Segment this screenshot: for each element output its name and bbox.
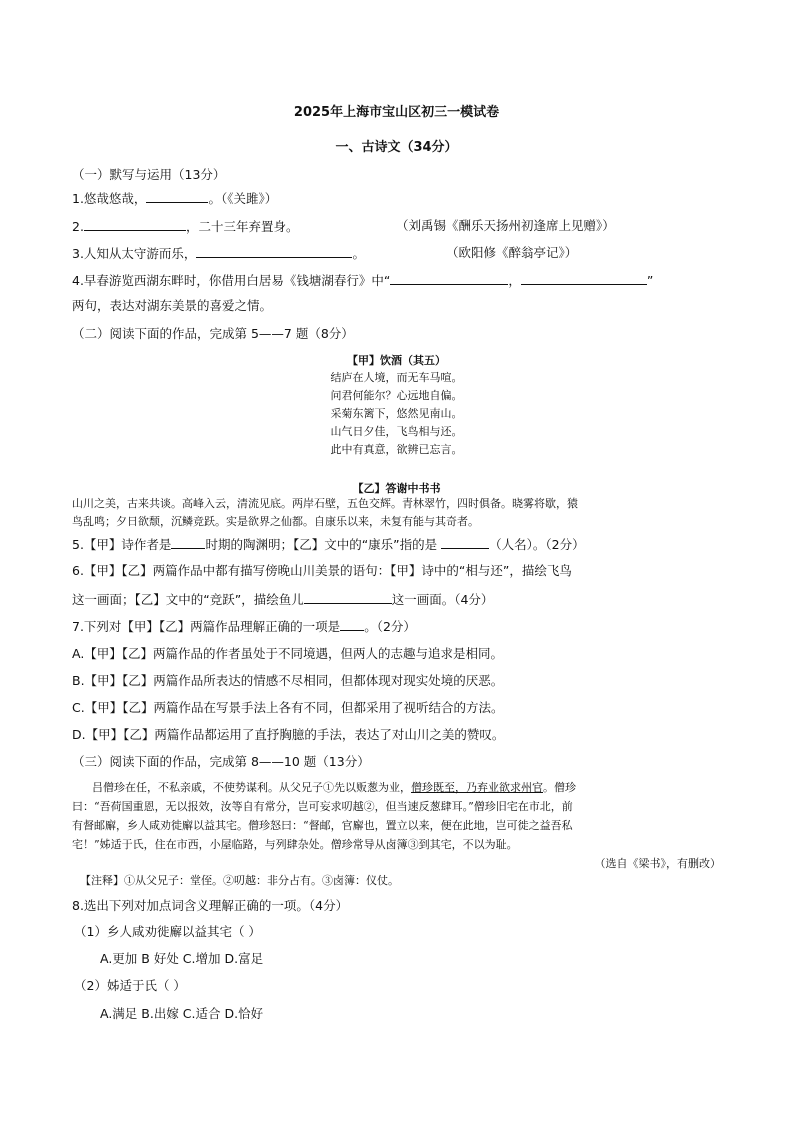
doc-title: 2025年上海市宝山区初三一模试卷 — [293, 105, 500, 120]
q4-blank-1[interactable] — [390, 272, 508, 285]
q5-text-a: 5.【甲】诗作者是 — [72, 537, 172, 552]
q4-text-b: ， — [508, 273, 521, 288]
q1-text-a: 1.悠哉悠哉， — [72, 191, 147, 206]
question-4 — [72, 272, 653, 289]
poem-line-2: 问君何能尔？心远地自偏。 — [330, 389, 463, 402]
q2-text-a: 2. — [72, 219, 84, 234]
part1-heading: （一）默写与运用（13分） — [72, 167, 226, 182]
q6-blank[interactable] — [304, 591, 392, 604]
q2-source: （刘禹锡《酬乐天扬州初逢席上见赠》） — [396, 218, 615, 233]
q8-sub-1: （1）乡人咸劝徙廨以益其宅（ ） — [74, 924, 261, 939]
q8-sub-2: （2）姊适于氏（ ） — [74, 978, 186, 993]
q2-blank[interactable] — [84, 218, 186, 231]
q7-blank[interactable] — [340, 618, 364, 631]
q5-text-b: 时期的陶渊明；【乙】文中的“康乐”指的是 — [205, 537, 442, 552]
question-2 — [72, 218, 298, 235]
q3-text-b: 。 — [352, 246, 365, 261]
q4-continued: 两句，表达对湖东美景的喜爱之情。 — [72, 298, 273, 313]
question-8: 8.选出下列对加点词含义理解正确的一项。（4分） — [72, 898, 349, 913]
question-5 — [72, 536, 585, 553]
passage-line-2: 曰：“吾荷国重恩，无以报效，汝等自有常分，岂可妄求叨越②，但当速反葱肆耳。”僧珍旧宅在市北，前 — [72, 800, 573, 813]
prose-title: 【乙】答谢中书书 — [352, 482, 441, 495]
question-7 — [72, 618, 416, 635]
question-1 — [72, 190, 277, 207]
passage-text-a: 吕僧珍在任，不私亲戚，不使势谋利。从父兄子①先以贩葱为业， — [92, 781, 411, 794]
q5-blank-2[interactable] — [441, 536, 489, 549]
passage-line-4: 宅！”姊适于氏，住在市西，小屋临路，与列肆杂处。僧珍常导从卤簿③到其宅，不以为耻。 — [72, 838, 518, 851]
q5-blank-1[interactable] — [171, 536, 205, 549]
q4-text-a: 4.早春游览西湖东畔时，你借用白居易《钱塘湖春行》中“ — [72, 273, 391, 288]
passage-source: （选自《梁书》，有删改） — [594, 857, 721, 870]
question-6-line-1: 6.【甲】【乙】两篇作品中都有描写傍晚山川美景的语句：【甲】诗中的“相与还”，描绘飞鸟 — [72, 563, 572, 578]
q1-blank[interactable] — [146, 190, 208, 203]
q7-text-a: 7.下列对【甲】【乙】两篇作品理解正确的一项是 — [72, 619, 341, 634]
q7-option-d[interactable]: D.【甲】【乙】两篇作品都运用了直抒胸臆的手法，表达了对山川之美的赞叹。 — [72, 727, 505, 742]
q4-text-c: ” — [646, 273, 654, 288]
passage-notes: 【注释】①从父兄子：堂侄。②叨越：非分占有。③卤簿：仪仗。 — [80, 874, 399, 887]
q8-sub-2-options[interactable]: A.满足 B.出嫁 C.适合 D.恰好 — [100, 1006, 264, 1021]
q7-text-b: 。（2分） — [364, 619, 416, 634]
q1-text-b: 。（《关雎》） — [208, 191, 278, 206]
question-3 — [72, 245, 365, 262]
passage-text-b: 。僧珍 — [543, 781, 576, 794]
q2-text-b: ，二十三年弃置身。 — [185, 219, 299, 234]
q8-sub-1-options[interactable]: A.更加 B 好处 C.增加 D.富足 — [100, 951, 264, 966]
passage-line-1 — [92, 780, 576, 796]
q3-blank[interactable] — [196, 245, 352, 258]
q7-option-c[interactable]: C.【甲】【乙】两篇作品在写景手法上各有不同，但都采用了视听结合的方法。 — [72, 700, 504, 715]
poem-line-3: 采菊东篱下，悠然见南山。 — [330, 407, 463, 420]
section-title: 一、古诗文（34分） — [335, 140, 458, 155]
passage-underlined: 僧珍既至，乃弃业欲求州官 — [411, 781, 543, 794]
prose-line-1: 山川之美，古来共谈。高峰入云，清流见底。两岸石壁，五色交辉。青林翠竹，四时俱备。晓雾将歇，猿 — [72, 497, 578, 510]
poem-line-1: 结庐在人境，而无车马喧。 — [330, 371, 463, 384]
poem-line-4: 山气日夕佳，飞鸟相与还。 — [330, 425, 463, 438]
prose-line-2: 鸟乱鸣；夕日欲颓，沉鳞竞跃。实是欲界之仙都。自康乐以来，未复有能与其奇者。 — [72, 515, 479, 528]
q7-option-a[interactable]: A.【甲】【乙】两篇作品的作者虽处于不同境遇，但两人的志趣与追求是相同。 — [72, 646, 504, 661]
part2-heading: （二）阅读下面的作品，完成第 5——7 题（8分） — [72, 326, 354, 341]
poem-line-5: 此中有真意，欲辨已忘言。 — [330, 443, 463, 456]
q4-blank-2[interactable] — [521, 272, 647, 285]
q6-text-b: 这一画面；【乙】文中的“竞跃”，描绘鱼儿 — [72, 592, 304, 607]
q3-source: （欧阳修《醉翁亭记》） — [446, 245, 578, 260]
q3-text-a: 3.人知从太守游而乐， — [72, 246, 197, 261]
poem-title: 【甲】饮酒（其五） — [347, 354, 446, 367]
q5-text-c: （人名）。（2分） — [489, 537, 585, 552]
question-6-line-2 — [72, 591, 493, 608]
passage-line-3: 有督邮廨，乡人咸劝徙廨以益其宅。僧珍怒曰：“督邮，官廨也，置立以来，便在此地，岂可徙之益吾私 — [72, 819, 573, 832]
q6-text-c: 这一画面。（4分） — [391, 592, 494, 607]
part3-heading: （三）阅读下面的作品，完成第 8——10 题（13分） — [72, 754, 370, 769]
q7-option-b[interactable]: B.【甲】【乙】两篇作品所表达的情感不尽相同，但都体现对现实处境的厌恶。 — [72, 673, 504, 688]
